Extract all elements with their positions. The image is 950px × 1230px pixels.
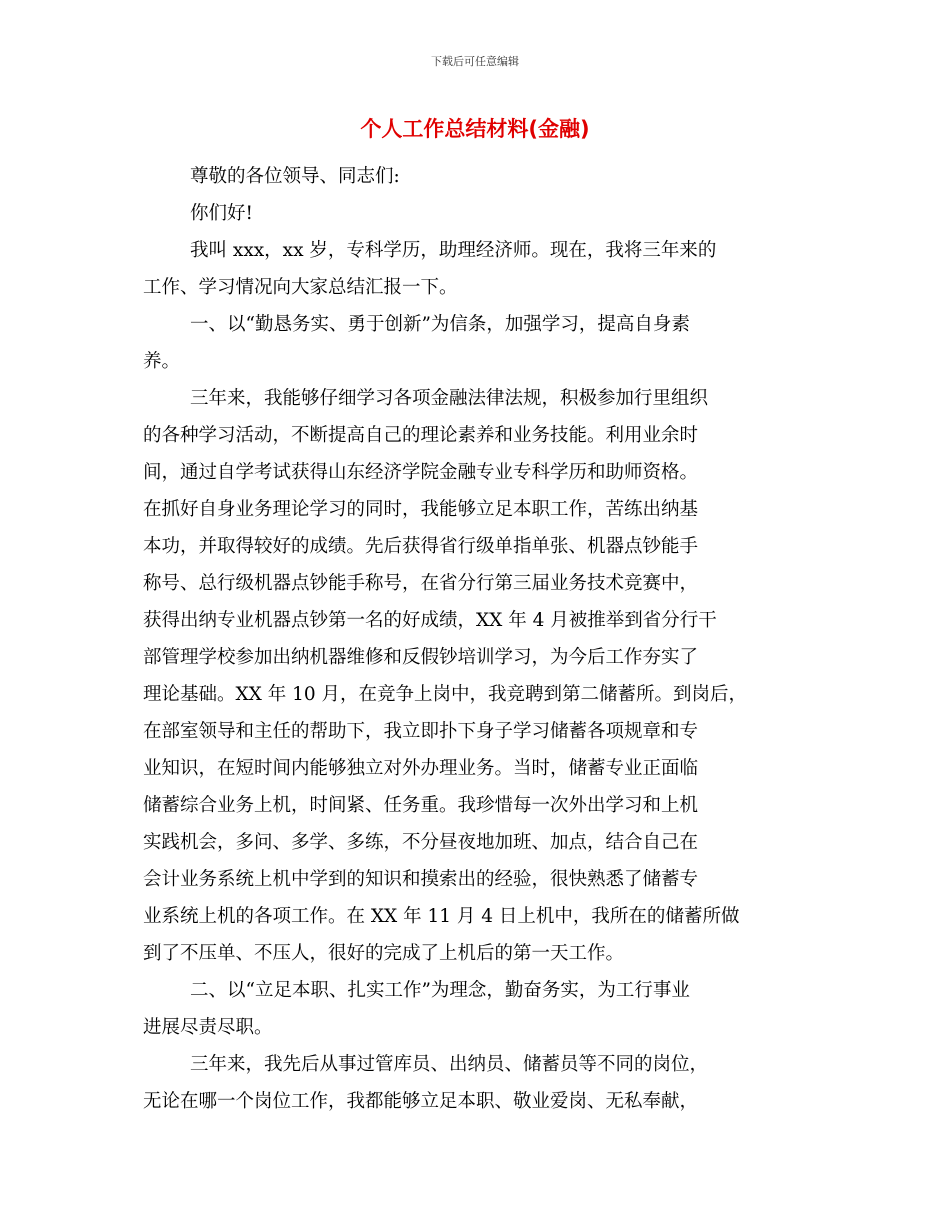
paragraph-line: 工作、学习情况向大家总结汇报一下。	[143, 277, 458, 298]
paragraph-line: 间，通过自学考试获得山东经济学院金融专业专科学历和助师资格。	[143, 462, 699, 483]
paragraph-line: 实践机会，多问、多学、多练，不分昼夜地加班、加点，结合自己在	[143, 832, 699, 853]
paragraph-line: 会计业务系统上机中学到的知识和摸索出的经验，很快熟悉了储蓄专	[143, 869, 699, 890]
paragraph-line: 到了不压单、不压人，很好的完成了上机后的第一天工作。	[143, 943, 625, 964]
greeting-line: 你们好!	[190, 203, 253, 224]
section-heading-line: 二、以“立足本职、扎实工作”为理念，勤奋务实，为工行事业	[190, 980, 690, 1001]
paragraph-line: 储蓄综合业务上机，时间紧、任务重。我珍惜每一次外出学习和上机	[143, 795, 699, 816]
paragraph-line: 在抓好自身业务理论学习的同时，我能够立足本职工作，苦练出纳基	[143, 499, 699, 520]
paragraph-line: 在部室领导和主任的帮助下，我立即扑下身子学习储蓄各项规章和专	[143, 721, 699, 742]
paragraph-line: 我叫 xxx，xx 岁，专科学历，助理经济师。现在，我将三年来的	[190, 240, 717, 261]
paragraph-line: 本功，并取得较好的成绩。先后获得省行级单指单张、机器点钞能手	[143, 536, 699, 557]
paragraph-line: 理论基础。XX 年 10 月，在竞争上岗中，我竞聘到第二储蓄所。到岗后，	[143, 684, 748, 705]
paragraph-line: 业知识，在短时间内能够独立对外办理业务。当时，储蓄专业正面临	[143, 758, 699, 779]
document-title: 个人工作总结材料(金融)	[360, 117, 590, 141]
paragraph-line: 无论在哪一个岗位工作，我都能够立足本职、敬业爱岗、无私奉献，	[143, 1091, 699, 1112]
paragraph-line: 称号、总行级机器点钞能手称号，在省分行第三届业务技术竞赛中，	[143, 573, 699, 594]
section-heading-line: 养。	[143, 351, 181, 372]
paragraph-line: 的各种学习活动，不断提高自己的理论素养和业务技能。利用业余时	[143, 425, 699, 446]
paragraph-line: 部管理学校参加出纳机器维修和反假钞培训学习，为今后工作夯实了	[143, 647, 699, 668]
paragraph-line: 三年来，我能够仔细学习各项金融法律法规，积极参加行里组织	[190, 388, 709, 409]
section-heading-line: 进展尽责尽职。	[143, 1017, 273, 1038]
paragraph-line: 业系统上机的各项工作。在 XX 年 11 月 4 日上机中，我所在的储蓄所做	[143, 906, 740, 927]
section-heading-line: 一、以“勤恳务实、勇于创新”为信条，加强学习，提高自身素	[190, 314, 690, 335]
salutation-line: 尊敬的各位领导、同志们:	[190, 166, 400, 187]
header-note: 下载后可任意编辑	[431, 55, 519, 68]
paragraph-line: 三年来，我先后从事过管库员、出纳员、储蓄员等不同的岗位，	[190, 1054, 709, 1075]
paragraph-line: 获得出纳专业机器点钞第一名的好成绩，XX 年 4 月被推举到省分行干	[143, 610, 717, 631]
